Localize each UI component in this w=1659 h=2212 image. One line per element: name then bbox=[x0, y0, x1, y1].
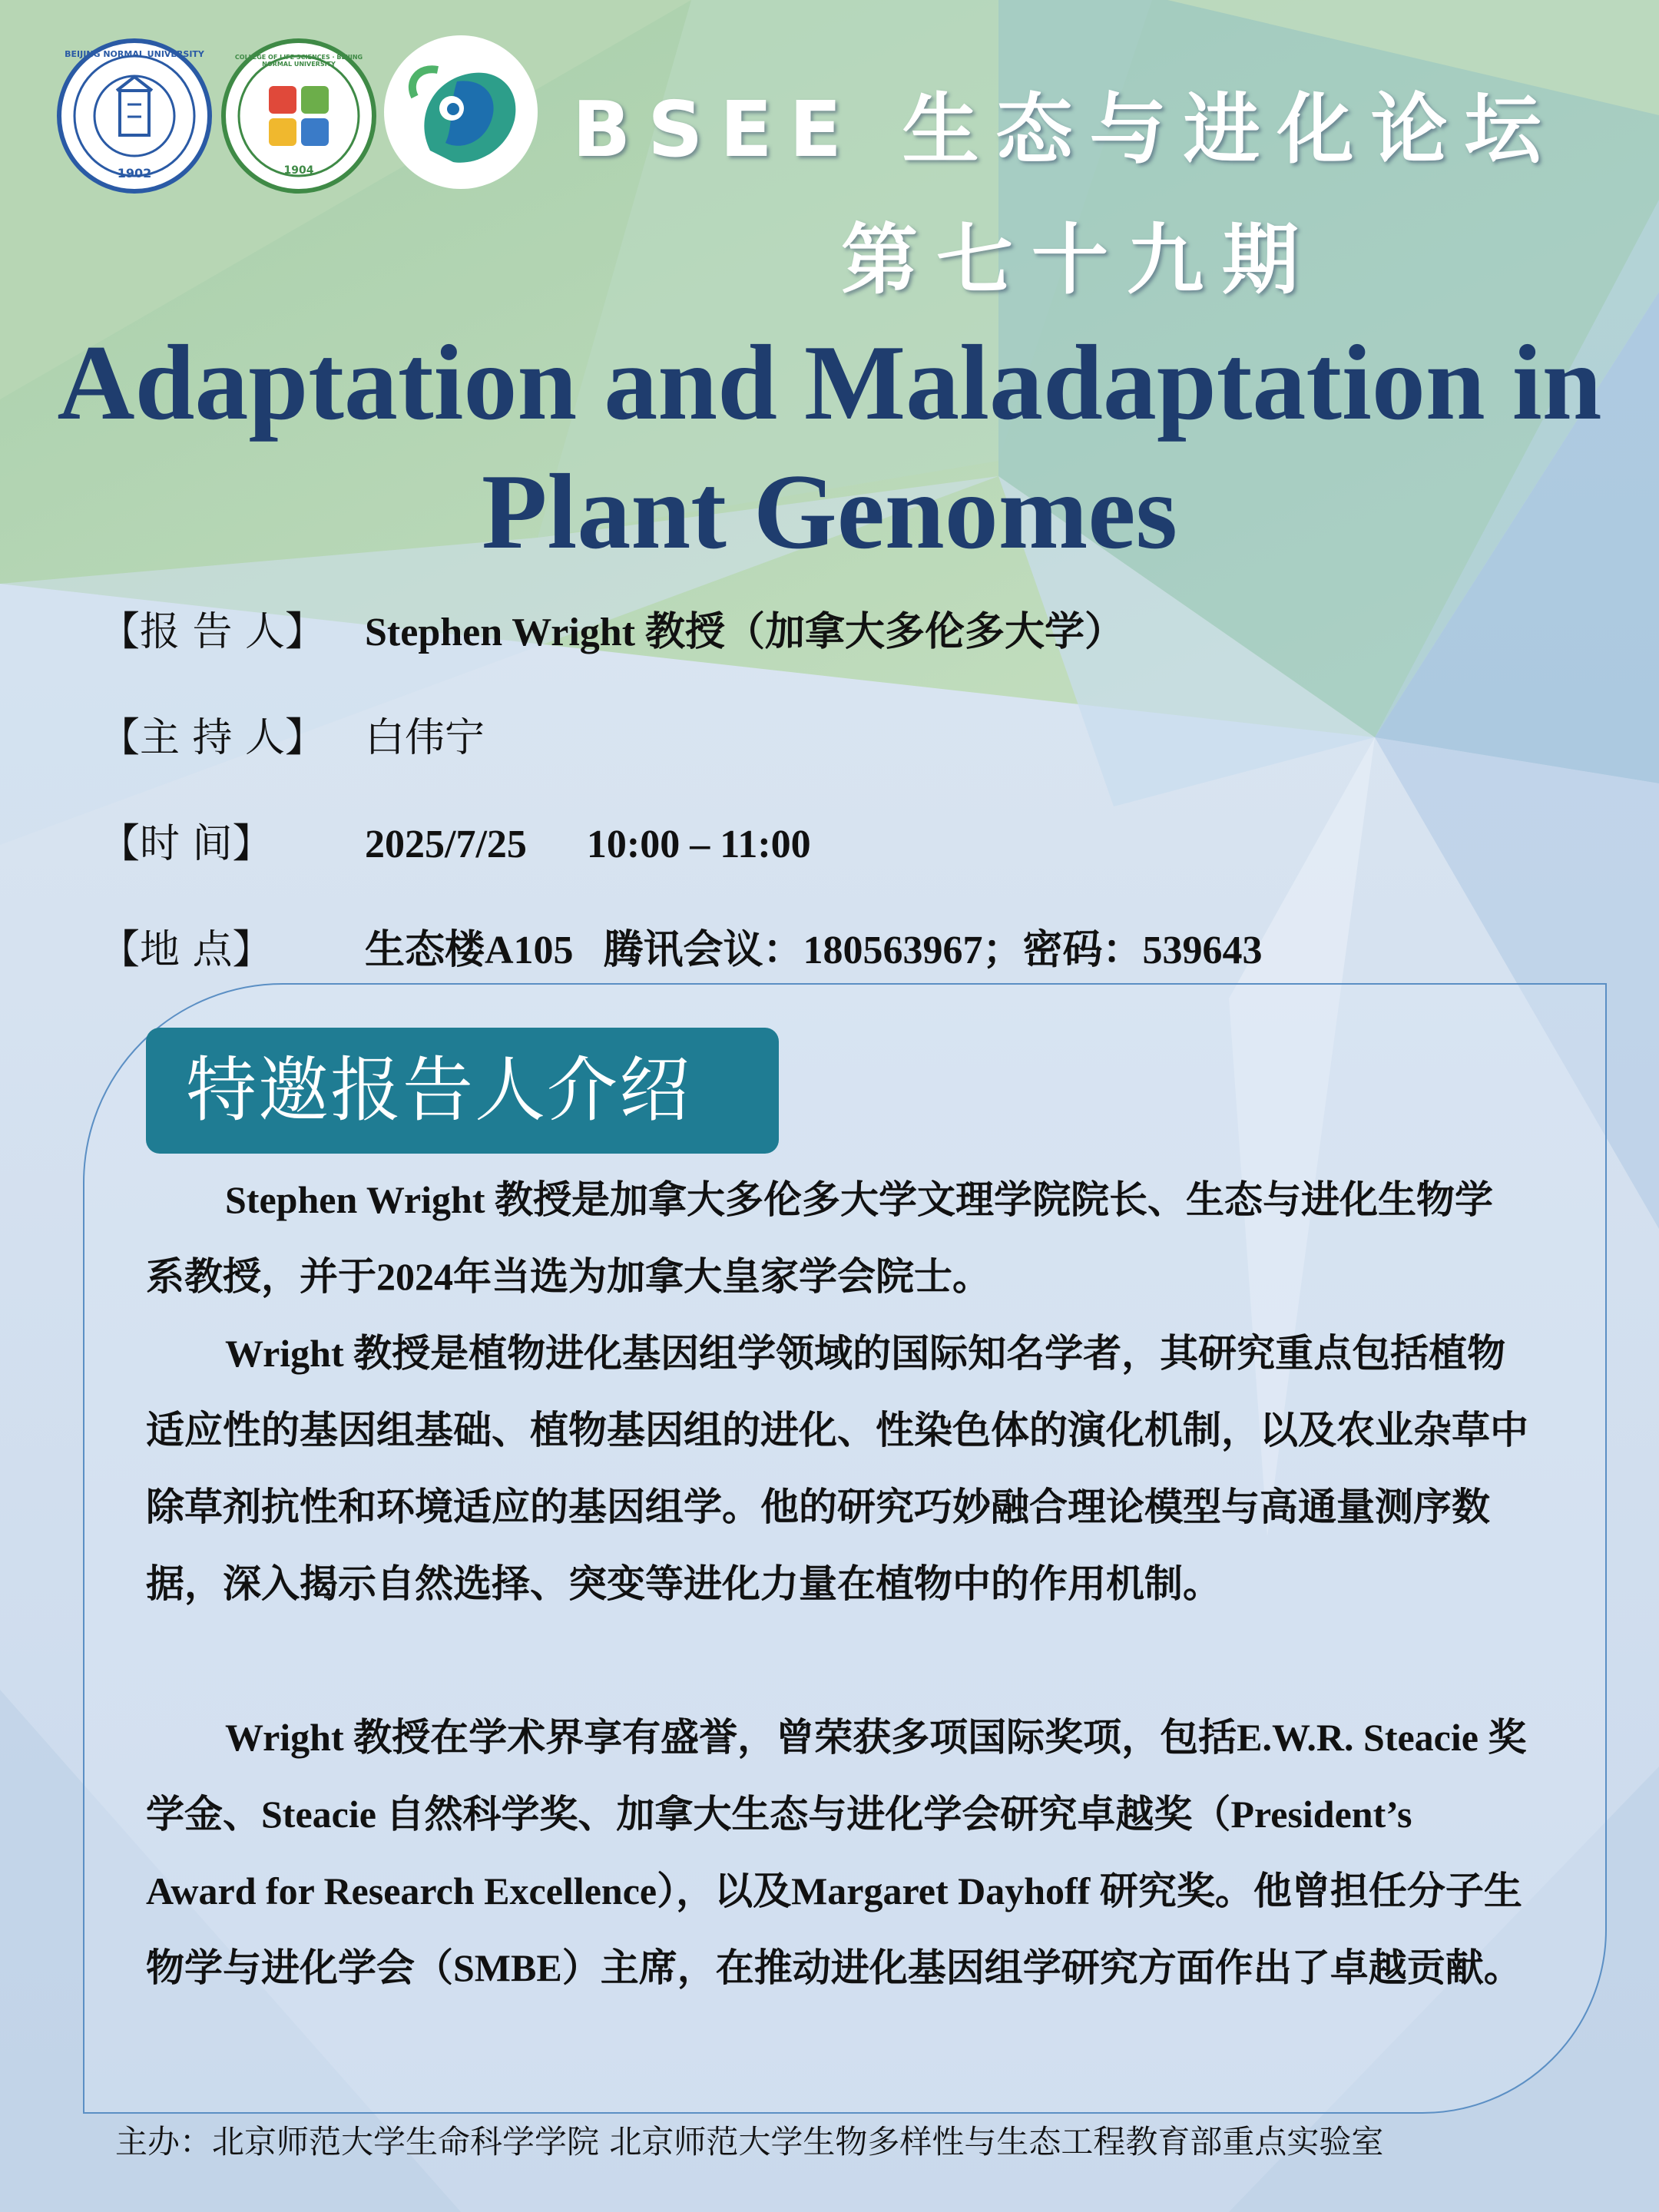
speaker-label: 【报 告 人】 bbox=[100, 609, 326, 655]
college-logo bbox=[221, 38, 376, 194]
location-row bbox=[100, 917, 1263, 975]
issue-number: 第七十九期 bbox=[841, 215, 1317, 305]
intro-paragraph-2: Wright 教授是植物进化基因组学领域的国际知名学者，其研究重点包括植物适应性的基因组基础、植物基因组的进化、性染色体的演化机制，以及农业杂草中除草剂抗性和环境适应的基因组学。他的研究巧妙融合理论模型与高通量测序数据，深入揭示自然选择、突变等进化力量在植物中的作用机制。 bbox=[146, 1332, 1528, 1605]
talk-title-line-1: Adaptation and Maladaptation in bbox=[57, 323, 1602, 442]
college-logo-year: 1904 bbox=[283, 164, 314, 177]
college-logo-text: COLLEGE OF LIFE SCIENCES · BEIJING NORMAL UNIVERSITY bbox=[234, 54, 363, 68]
bnu-logo bbox=[57, 38, 212, 194]
bnu-logo-text: BEIJING NORMAL UNIVERSITY bbox=[65, 49, 204, 59]
intro-paragraph-3: Wright 教授在学术界享有盛誉，曾荣获多项国际奖项，包括E.W.R. Steacie 奖学金、Steacie 自然科学奖、加拿大生态与进化学会研究卓越奖（President’s Award for Research Excellence），以及Margaret Dayhoff 研究奖。他曾担任分子生物学与进化学会（SMBE）主席，在推动进化基因组学研究方面作出了卓越贡献。 bbox=[146, 1716, 1527, 1989]
time-label: 【时 间】 bbox=[100, 821, 273, 867]
bird-logo bbox=[384, 35, 538, 189]
talk-title bbox=[31, 319, 1628, 577]
organizer-footer: 主办：北京师范大学生命科学学院 北京师范大学生物多样性与生态工程教育部重点实验室 bbox=[115, 2123, 1384, 2161]
bnu-logo-year: 1902 bbox=[117, 166, 152, 180]
location-label: 【地 点】 bbox=[100, 927, 273, 973]
talk-title-line-2: Plant Genomes bbox=[481, 452, 1178, 571]
time-row bbox=[100, 811, 811, 869]
forum-title: BSEE 生态与进化论坛 bbox=[572, 84, 1558, 174]
moderator-label: 【主 持 人】 bbox=[100, 715, 326, 761]
host-person-row bbox=[100, 705, 485, 763]
speaker-row bbox=[100, 599, 1124, 657]
speaker-value: Stephen Wright 教授（加拿大多伦多大学） bbox=[365, 611, 1125, 654]
intro-header: 特邀报告人介绍 bbox=[146, 1028, 779, 1154]
intro-paragraph-1: Stephen Wright 教授是加拿大多伦多大学文理学院院长、生态与进化生物学系教授，并于2024年当选为加拿大皇家学会院士。 bbox=[146, 1178, 1493, 1298]
moderator-value: 白伟宁 bbox=[365, 717, 485, 760]
time-value: 2025/7/25 10:00 – 11:00 bbox=[365, 823, 811, 866]
location-value: 生态楼A105 腾讯会议：180563967；密码：539643 bbox=[365, 929, 1263, 972]
